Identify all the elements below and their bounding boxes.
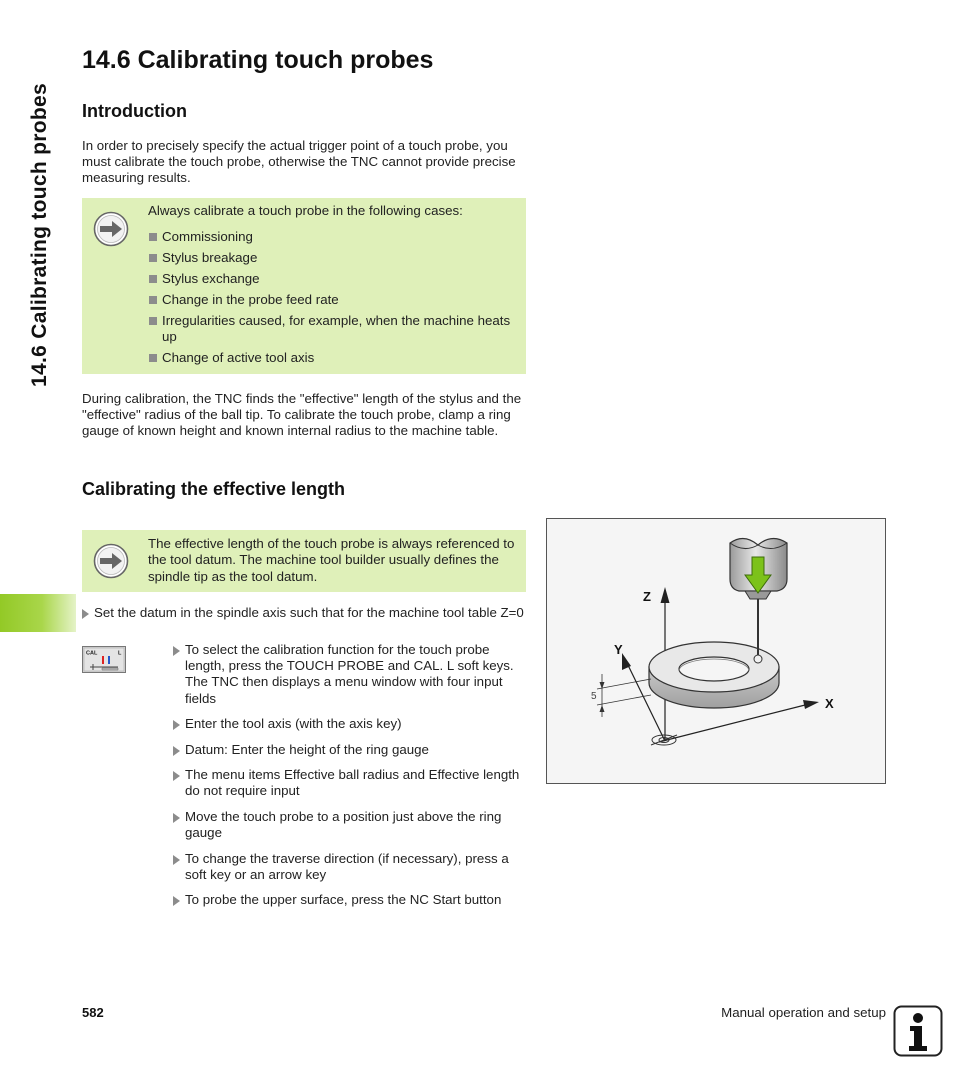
list-item: Change in the probe feed rate	[148, 292, 514, 308]
softkey-label-right: L	[118, 650, 122, 657]
bullet-square-icon	[149, 296, 157, 304]
page-title: 14.6 Calibrating touch probes	[82, 46, 434, 74]
note-effective-length-text: The effective length of the touch probe is always referenced to the tool datum. The machine tool builder usually defines the spindle tip as the tool datum.	[148, 536, 515, 584]
note-lead-text: Always calibrate a touch probe in the following cases:	[148, 203, 463, 218]
note-calibrate-cases	[82, 198, 526, 374]
softkey-label-left: CAL	[86, 650, 98, 657]
footer-section-title: Manual operation and setup	[721, 1005, 886, 1020]
step-arrow-icon	[173, 720, 180, 730]
arrow-right-icon	[93, 543, 129, 579]
step-arrow-icon	[82, 609, 89, 619]
step-arrow-icon	[173, 771, 180, 781]
side-chapter-title	[14, 50, 66, 420]
list-item: Stylus exchange	[148, 271, 514, 287]
step-select-calibration: To select the calibration function for the touch probe length, press the TOUCH PROBE and CAL. L soft keys. The TNC then displays a menu window with four input fields	[173, 642, 525, 707]
info-icon[interactable]	[893, 1005, 943, 1057]
step-probe-surface: To probe the upper surface, press the NC Start button	[173, 892, 533, 908]
step-set-datum: Set the datum in the spindle axis such that for the machine tool table Z=0	[82, 605, 528, 621]
side-chapter-title-text: 14.6 Calibrating touch probes	[28, 83, 52, 387]
step-arrow-icon	[173, 855, 180, 865]
axis-label-z: Z	[643, 589, 651, 604]
step-menu-items: The menu items Effective ball radius and Effective length do not require input	[173, 767, 525, 799]
step-enter-tool-axis: Enter the tool axis (with the axis key)	[173, 716, 525, 732]
bullet-square-icon	[149, 254, 157, 262]
step-datum-height: Datum: Enter the height of the ring gauge	[173, 742, 525, 758]
page-number: 582	[82, 1005, 104, 1020]
step-traverse-direction: To change the traverse direction (if necessary), press a soft key or an arrow key	[173, 851, 525, 883]
bullet-square-icon	[149, 233, 157, 241]
list-item: Stylus breakage	[148, 250, 514, 266]
arrow-right-icon	[93, 211, 129, 247]
list-item: Irregularities caused, for example, when the machine heats up	[148, 313, 514, 346]
calibration-paragraph: During calibration, the TNC finds the "effective" length of the stylus and the "effective" radius of the ball tip. To calibrate the touch probe, clamp a ring gauge of known height and known internal radius to the machine table.	[82, 391, 522, 439]
chapter-tab-marker	[0, 594, 76, 632]
step-arrow-icon	[173, 746, 180, 756]
cal-l-softkey[interactable]	[82, 646, 126, 673]
step-move-probe: Move the touch probe to a position just above the ring gauge	[173, 809, 525, 841]
note-effective-length	[82, 530, 526, 592]
dimension-label: 5	[591, 691, 597, 702]
step-arrow-icon	[173, 813, 180, 823]
introduction-heading: Introduction	[82, 101, 187, 121]
axis-label-x: X	[825, 696, 834, 711]
calibrate-cases-list	[148, 229, 514, 366]
bullet-square-icon	[149, 354, 157, 362]
effective-length-heading: Calibrating the effective length	[82, 479, 346, 499]
bullet-square-icon	[149, 275, 157, 283]
step-arrow-icon	[173, 646, 180, 656]
step-arrow-icon	[173, 896, 180, 906]
list-item: Change of active tool axis	[148, 350, 514, 366]
calibration-figure	[546, 518, 886, 784]
list-item: Commissioning	[148, 229, 514, 245]
axis-label-y: Y	[614, 642, 623, 657]
ring-gauge-diagram	[547, 519, 885, 783]
bullet-square-icon	[149, 317, 157, 325]
introduction-paragraph: In order to precisely specify the actual trigger point of a touch probe, you must calibrate the touch probe, otherwise the TNC cannot provide precise measuring results.	[82, 138, 516, 186]
